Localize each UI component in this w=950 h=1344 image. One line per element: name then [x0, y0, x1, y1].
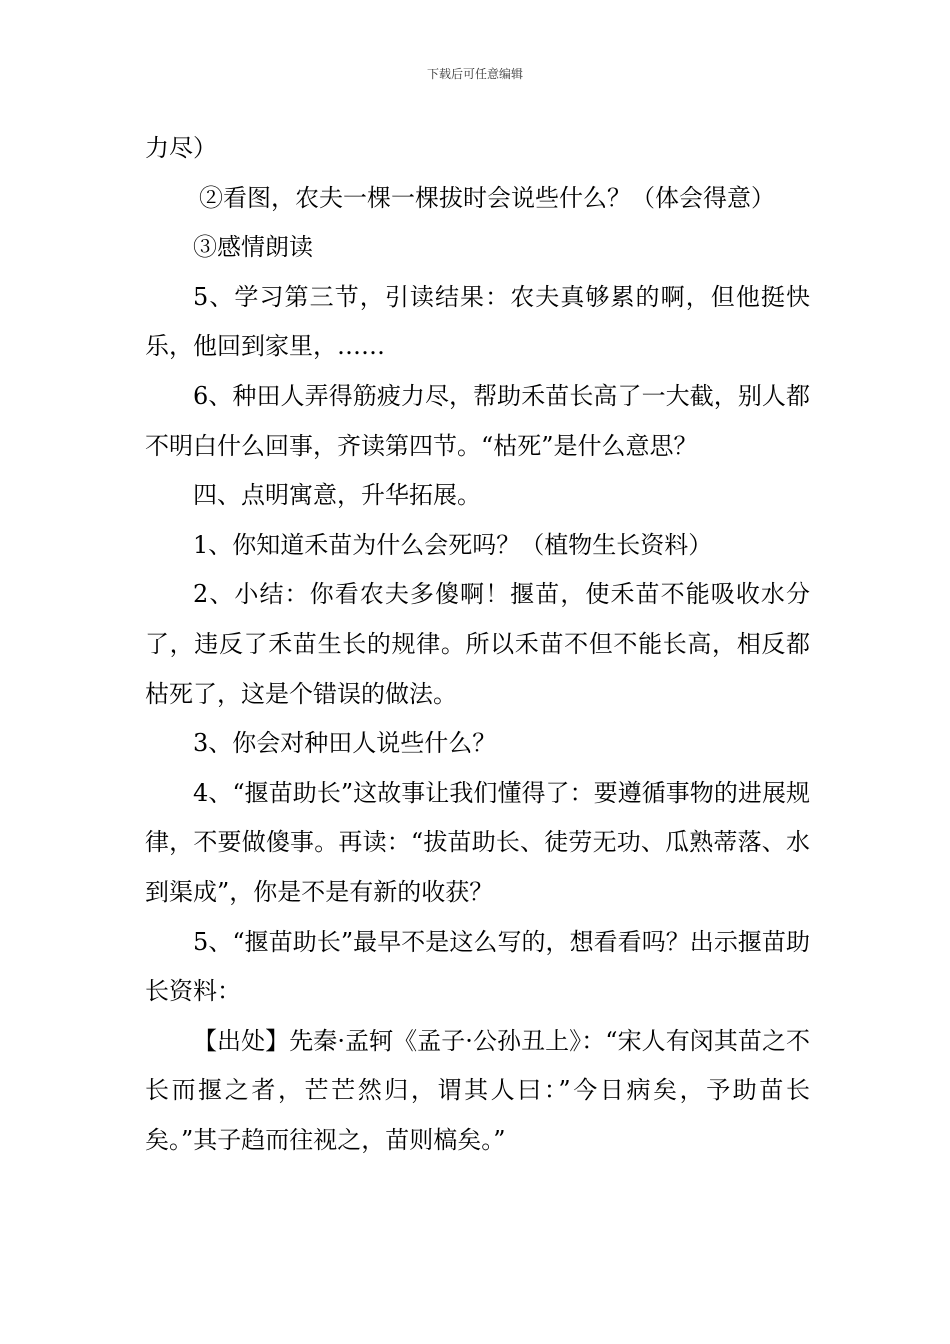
paragraph: 5、学习第三节，引读结果：农夫真够累的啊，但他挺快乐，他回到家里，……: [145, 282, 810, 361]
paragraph: 6、种田人弄得筋疲力尽，帮助禾苗长高了一大截，别人都不明白什么回事，齐读第四节。“枯死”是什么意思？: [145, 381, 810, 460]
paragraph: 5、“揠苗助长”最早不是这么写的，想看看吗？出示揠苗助长资料：: [145, 927, 810, 1006]
paragraph: 四、点明寓意，升华拓展。: [193, 481, 481, 510]
paragraph: 力尽）: [145, 134, 217, 162]
paragraph: 3、你会对种田人说些什么？: [193, 729, 497, 758]
paragraph: 1、你知道禾苗为什么会死吗？（植物生长资料）: [193, 530, 713, 559]
paragraph: 2、小结：你看农夫多傻啊！揠苗，使禾苗不能吸收水分了，违反了禾苗生长的规律。所以禾苗不但不能长高，相反都枯死了，这是个错误的做法。: [145, 580, 810, 708]
document-body: [145, 124, 810, 1165]
paragraph: ②看图，农夫一棵一棵拔时会说些什么？（体会得意）: [199, 183, 775, 212]
paragraph: 【出处】先秦·孟轲《孟子·公孙丑上》：“宋人有闵其苗之不长而揠之者，芒芒然归，谓其人曰：”今日病矣，予助苗长矣。”其子趋而往视之，苗则槁矣。”: [145, 1026, 810, 1154]
paragraph: ③感情朗读: [193, 233, 313, 262]
page-header: 下载后可任意编辑: [426, 67, 523, 81]
paragraph: 4、“揠苗助长”这故事让我们懂得了：要遵循事物的进展规律，不要做傻事。再读：“拔苗助长、徒劳无功、瓜熟蒂落、水到渠成”，你是不是有新的收获？: [145, 778, 810, 906]
